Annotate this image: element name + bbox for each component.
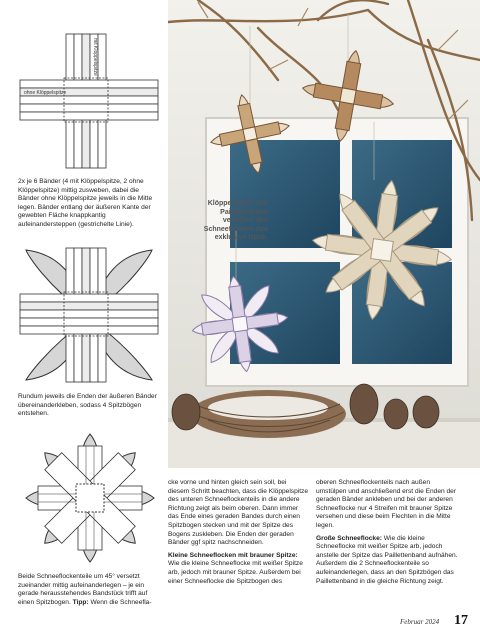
- col3-paragraph-2: Wie die kleine Schneeflocke mit weißer Spitze arb, jedoch anstelle der Spitze das Paillettenband aufnähen. Außerdem die 2 Schneeflockenteile so aufeinanderlegen, dass an den Spitzbögen das Paillettenband in die gleiche Richtung zeigt.: [316, 534, 458, 585]
- col2-paragraph-2: Wie die kleine Schneeflocke mit weißer Spitze arb, jedoch mit brauner Spitze. Außerdem bei einer Schneeflocke die Spitzbogen des: [168, 560, 303, 585]
- page-number: 17: [454, 613, 468, 628]
- label-without-lace: ohne Klöppelspitze: [24, 90, 67, 96]
- text-column-2: [168, 479, 308, 586]
- footer-month: Februar 2024: [400, 618, 440, 626]
- step1-text: 2x je 6 Bänder (4 mit Klöppelspitze, 2 ohne Klöppelspitze) mittig zusweben, dabei die Bänder ohne Klöppelspitze jeweils in die Mitte legen. Bänder entlang der äußeren Kante der gewebten Fläche knappkantig aufeinandersteppen (gestrichelte Linie).: [18, 178, 153, 228]
- weave-grid-diagram: [18, 32, 160, 170]
- arches-diagram: [18, 246, 160, 384]
- step2-text: Rundum jeweils die Enden der äußeren Bänder übereinanderkleben, sodass 4 Spitzbögen entstehen.: [18, 393, 157, 418]
- col3-paragraph-1: oberen Schneeflockenteils nach außen umstülpen und anschließend erst die Enden der geraden Bänder ankleben und bei der anderen Schneeflocke nur 4 Streifen mit brauner Spitze versehen und diese beim Flechten in die Mitte legen.: [316, 479, 457, 529]
- text-column-3: [316, 479, 462, 586]
- col2-paragraph-1: cke vorne und hinten gleich sein soll, bei diesem Schritt beachten, dass die Klöppelspitze des unteren Schneeflockenteils in die andere Richtung zeigt als beim oberen. Dann immer das Ende eines geraden Bandes durch einen Spitzbogen stecken und mit der Spitze des Bogens zuskleben. Die Enden der geraden Bänder ggf spitz nachschneiden.: [168, 479, 309, 547]
- snowflake-star-diagram: [20, 428, 160, 568]
- label-with-lace: mit Klöppelspitze: [92, 38, 98, 76]
- col3-heading: Große Schneeflocke:: [316, 534, 382, 542]
- col2-heading: Kleine Schneeflocken mit brauner Spitze:: [168, 551, 298, 559]
- step3-text: Beide Schneeflockenteile um 45° versetzt zueinander mittig aufeinanderlegen – je ein gerade herausstehendes Bandstück trifft auf einen Spitzbogen. Tipp: Wenn die Schneefla-: [18, 573, 152, 606]
- photo-caption: Klöppelspitze und Paillettenband verleihen den Schneeflocken ihre exklusive Optik.: [203, 200, 268, 242]
